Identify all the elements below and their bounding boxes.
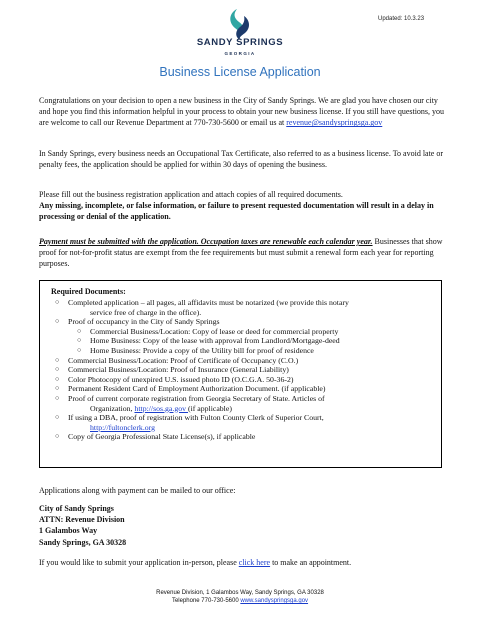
address-line: Sandy Springs, GA 30328 bbox=[39, 537, 127, 547]
list-item bbox=[55, 356, 440, 366]
list-item bbox=[55, 394, 440, 413]
footer-address: Revenue Division, 1 Galambos Way, Sandy Springs, GA 30328 bbox=[156, 590, 324, 596]
footer-contact bbox=[0, 597, 480, 605]
mail-intro: Applications along with payment can be mailed to our office: bbox=[39, 486, 236, 495]
list-item-text: Color Photocopy of unexpired U.S. issued photo ID (O.C.G.A. 50-36-2) bbox=[68, 374, 294, 384]
payment-emphasis: Payment must be submitted with the application. Occupation taxes are renewable each calendar year. bbox=[39, 237, 373, 246]
list-item-continuation bbox=[68, 423, 440, 433]
list-item bbox=[55, 413, 440, 432]
license-info-paragraph: In Sandy Springs, every business needs an Occupational Tax Certificate, also referred to as a business license. To avoid late or penalty fees, the application should be applied for within 30 days of opening the business. bbox=[39, 149, 444, 170]
revenue-email-link[interactable]: revenue@sandyspringsga.gov bbox=[286, 118, 383, 128]
list-item-continuation: service free of charge in the office). bbox=[90, 307, 202, 317]
payment-text: Businesses that show proof for not-for-profit status are exempt from the fee requirements but must submit a renewal form each year for reporting purposes. bbox=[39, 237, 443, 269]
address-line: City of Sandy Springs bbox=[39, 504, 114, 513]
list-item-text: (if applicable) bbox=[187, 403, 232, 413]
list-item bbox=[55, 384, 440, 394]
brand-state: GEORGIA bbox=[224, 51, 256, 56]
intro-text: Congratulations on your decision to open a new business in the City of Sandy Springs. We are glad you have chosen our city and hope you find this information helpful in your process to obtain your new business license. If you still have questions, you are welcome to call our Revenue Department at 770-730-5600 or email us at bbox=[39, 96, 445, 128]
in-person-paragraph bbox=[39, 557, 351, 568]
list-item-text: Organization, bbox=[90, 403, 135, 413]
list-item-text: Home Business: Copy of the lease with approval from Landlord/Mortgage-deed bbox=[90, 336, 340, 346]
list-item-text: Commercial Business/Location: Proof of Insurance (General Liability) bbox=[68, 365, 289, 375]
address-line: ATTN: Revenue Division bbox=[39, 515, 125, 525]
list-item-text: Commercial Business/Location: Proof of Certificate of Occupancy (C.O.) bbox=[68, 355, 299, 365]
list-item-continuation bbox=[68, 404, 440, 414]
page-title: Business License Application bbox=[159, 65, 321, 79]
list-subitem bbox=[77, 346, 440, 356]
payment-paragraph bbox=[39, 236, 459, 270]
appointment-link[interactable]: click here bbox=[238, 558, 271, 567]
list-item-text: Proof of occupancy in the City of Sandy Springs bbox=[68, 317, 220, 327]
address-line: 1 Galambos Way bbox=[39, 526, 98, 536]
sos-link[interactable]: http://sos.ga.gov bbox=[134, 403, 188, 413]
website-link[interactable]: www.sandyspringsga.gov bbox=[240, 598, 309, 604]
warning-text: Any missing, incomplete, or false information, or failure to present requested documentation will result in a delay in processing or denial of the application bbox=[39, 201, 434, 222]
list-item bbox=[55, 375, 440, 385]
list-item-text: Proof of current corporate registration from Georgia Secretary of State. Articles of bbox=[68, 393, 325, 403]
instructions-paragraph: Please fill out the business registration application and attach copies of all required documents. bbox=[39, 190, 343, 199]
mailing-address bbox=[39, 503, 126, 548]
list-item-text: Copy of Georgia Professional State License(s), if applicable bbox=[68, 432, 256, 442]
fulton-clerk-link[interactable]: http://fultonclerk.org bbox=[90, 422, 156, 432]
list-item-text: Commercial Business/Location: Copy of lease or deed for commercial property bbox=[90, 326, 339, 336]
in-person-text: to make an appointment. bbox=[270, 558, 352, 567]
list-item bbox=[55, 432, 440, 442]
intro-paragraph bbox=[39, 95, 449, 129]
brand-name: SANDY SPRINGS bbox=[196, 37, 284, 48]
list-item bbox=[55, 317, 440, 327]
list-item-text: Home Business: Provide a copy of the Utility bill for proof of residence bbox=[90, 345, 314, 355]
list-subitem bbox=[77, 336, 440, 346]
list-subitem bbox=[77, 327, 440, 337]
list-item-text: Permanent Resident Card of Employment Authorization Document. (if applicable) bbox=[68, 384, 326, 394]
footer-phone: Telephone 770-730-5600 bbox=[171, 598, 241, 604]
required-documents-list bbox=[55, 298, 440, 442]
list-item bbox=[55, 298, 440, 317]
list-item bbox=[55, 365, 440, 375]
warning-paragraph: Any missing, incomplete, or false information, or failure to present requested documentation will result in a delay in processing or denial of the application. bbox=[39, 201, 434, 222]
list-item-text: If using a DBA, proof of registration with Fulton County Clerk of Superior Court, bbox=[68, 413, 324, 423]
list-item-text: Completed application – all pages, all affidavits must be notarized (we provide this notary bbox=[68, 298, 349, 307]
updated-date: Updated: 10.3.23 bbox=[378, 16, 425, 22]
required-documents-heading: Required Documents: bbox=[51, 287, 126, 296]
footer bbox=[0, 589, 480, 605]
in-person-text: If you would like to submit your application in-person, please bbox=[39, 558, 239, 567]
